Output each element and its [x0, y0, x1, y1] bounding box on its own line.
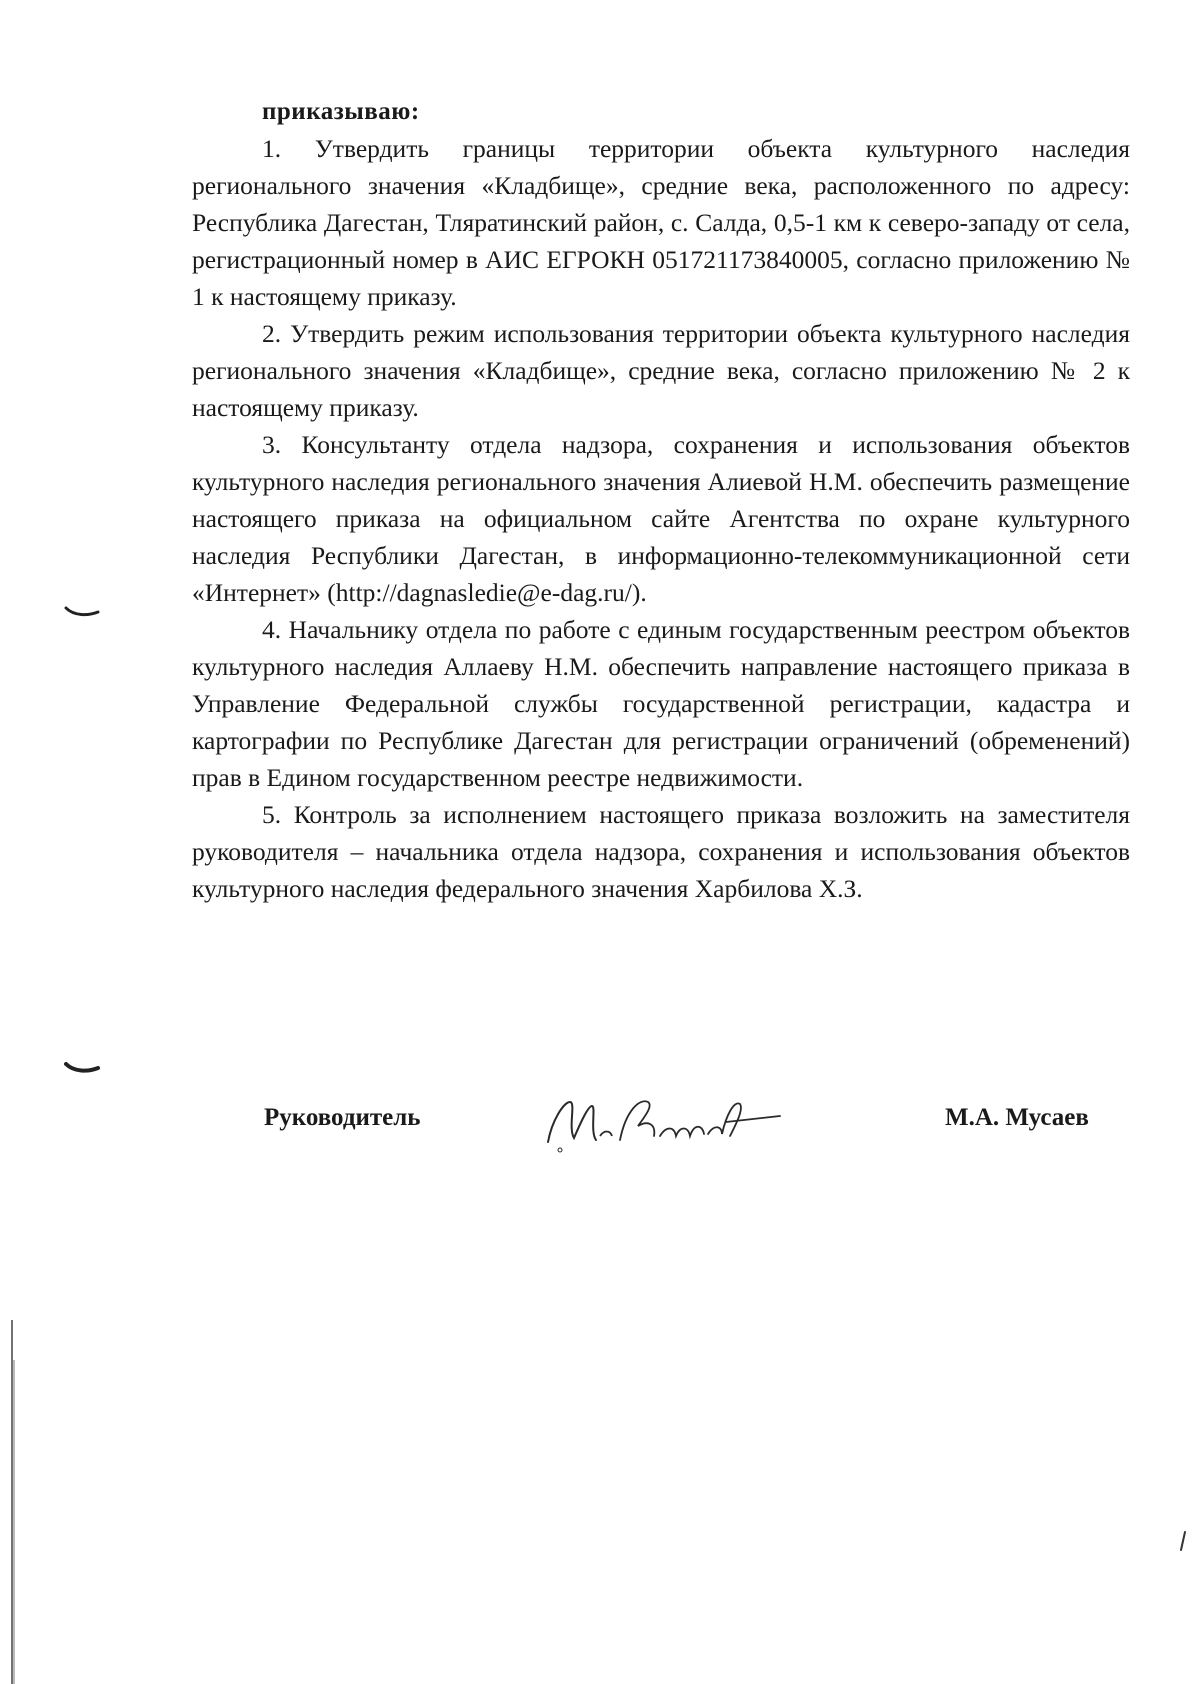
order-item-5: 5. Контроль за исполнением настоящего приказа возложить на заместителя руководителя – начальника отдела надзора, сохранения и использования объектов культурного наследия федерального значения Харбилова Х.З. [192, 800, 1130, 903]
binding-edge-line [10, 1320, 16, 1684]
handwritten-signature [530, 1080, 800, 1170]
order-heading: приказываю: [262, 98, 420, 125]
order-item-2: 2. Утвердить режим использования территории объекта культурного наследия регионального значения «Кладбище», средние века, согласно приложению № 2 к настоящему приказу. [192, 319, 1130, 422]
order-item-1: 1. Утвердить границы территории объекта культурного наследия регионального значения «Кладбище», средние века, расположенного по адресу: Республика Дагестан, Тляратинский район, с. Салда, 0,5-1 км к северо-западу от села, регистрационный номер в АИС ЕГРОКН 051721173840005, согласно приложению № 1 к настоящему приказу. [192, 134, 1130, 311]
order-body [192, 130, 1130, 907]
order-item-3: 3. Консультанту отдела надзора, сохранения и использования объектов культурного наследия регионального значения Алиевой Н.М. обеспечить размещение настоящего приказа на официальном сайте Агентства по охране культурного наследия Республики Дагестан, в информационно-телекоммуникационной сети «Интернет» (http://dagnasledie@e-dag.ru/). [192, 430, 1130, 607]
scan-artifact-mark [1178, 1530, 1188, 1552]
signatory-name: М.А. Мусаев [945, 1104, 1089, 1131]
order-item-4: 4. Начальнику отдела по работе с единым государственным реестром объектов культурного наследия Аллаеву Н.М. обеспечить направление настоящего приказа в Управление Федеральной службы государственной регистрации, кадастра и картографии по Республике Дагестан для регистрации ограничений (обременений) прав в Едином государственном реестре недвижимости. [192, 615, 1130, 792]
scan-artifact-mark [64, 1060, 100, 1076]
signature-block [0, 1090, 1200, 1180]
signatory-title: Руководитель [264, 1104, 421, 1131]
scan-artifact-mark [64, 604, 100, 620]
